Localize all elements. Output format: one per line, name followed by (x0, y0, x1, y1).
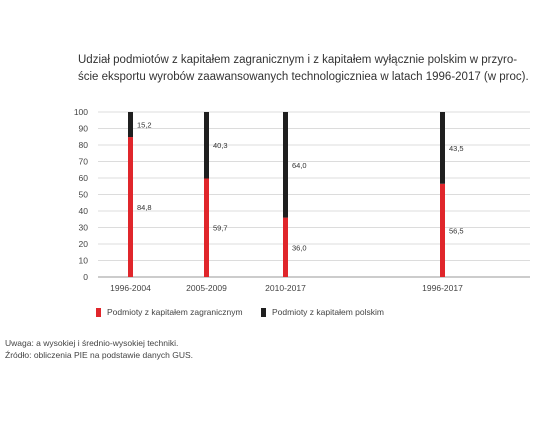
y-tick-label-10: 10 (78, 255, 88, 266)
chart-notes (5, 337, 193, 361)
bar-2005-2009-polish (204, 112, 209, 178)
y-tick-label-60: 60 (78, 173, 88, 183)
title-line-1: Udział podmiotów z kapitałem zagranicznym i z kapitałem wyłącznie polskim w przyro- (78, 54, 518, 66)
y-tick-label-90: 90 (78, 123, 88, 134)
legend-item-foreign (96, 307, 243, 317)
y-tick-label-100: 100 (73, 107, 88, 117)
legend-label-foreign: Podmioty z kapitałem zagranicznym (107, 307, 243, 317)
data-label-2005-2009-foreign: 59,7 (213, 223, 228, 233)
data-label-2005-2009-polish: 40,3 (213, 141, 228, 151)
data-label-1996-2004-foreign: 84,8 (137, 203, 152, 213)
y-tick-label-80: 80 (78, 140, 88, 150)
bar-2005-2009-foreign (204, 178, 209, 277)
note-source: Źródło: obliczenia PIE na podstawie danych GUS. (5, 350, 194, 360)
data-label-2010-2017-foreign: 36,0 (292, 243, 307, 253)
bar-1996-2004-polish (128, 112, 133, 137)
data-label-1996-2017-polish: 43,5 (449, 143, 464, 153)
x-tick-label-2010-2017: 2010-2017 (265, 283, 306, 293)
y-tick-label-50: 50 (78, 189, 88, 200)
y-tick-label-20: 20 (78, 239, 88, 249)
note-remark: Uwaga: a wysokiej i średnio-wysokiej techniki. (5, 338, 179, 348)
x-tick-label-1996-2004: 1996-2004 (110, 283, 151, 293)
bar-1996-2017-polish (440, 112, 445, 184)
y-tick-label-70: 70 (78, 156, 88, 167)
title-line-2: ście eksportu wyrobów zaawansowanych technologiczniea w latach 1996-2017 (w proc). (78, 71, 529, 83)
legend-swatch-red (96, 308, 101, 317)
legend-label-polish: Podmioty z kapitałem polskim (272, 307, 384, 317)
data-label-2010-2017-polish: 64,0 (292, 160, 307, 170)
x-tick-label-2005-2009: 2005-2009 (186, 283, 227, 293)
y-tick-label-0: 0 (83, 272, 88, 282)
bar-1996-2004-foreign (128, 137, 133, 277)
legend-swatch-black (261, 308, 266, 317)
data-label-1996-2004-polish: 15,2 (137, 120, 152, 130)
data-label-1996-2017-foreign: 56,5 (449, 226, 464, 236)
legend-item-polish (261, 307, 384, 317)
bar-2010-2017-foreign (283, 218, 288, 277)
bar-1996-2017-foreign (440, 184, 445, 277)
x-tick-label-1996-2017: 1996-2017 (422, 283, 463, 293)
bar-2010-2017-polish (283, 112, 288, 218)
y-tick-label-30: 30 (78, 222, 88, 233)
y-tick-label-40: 40 (78, 206, 88, 216)
